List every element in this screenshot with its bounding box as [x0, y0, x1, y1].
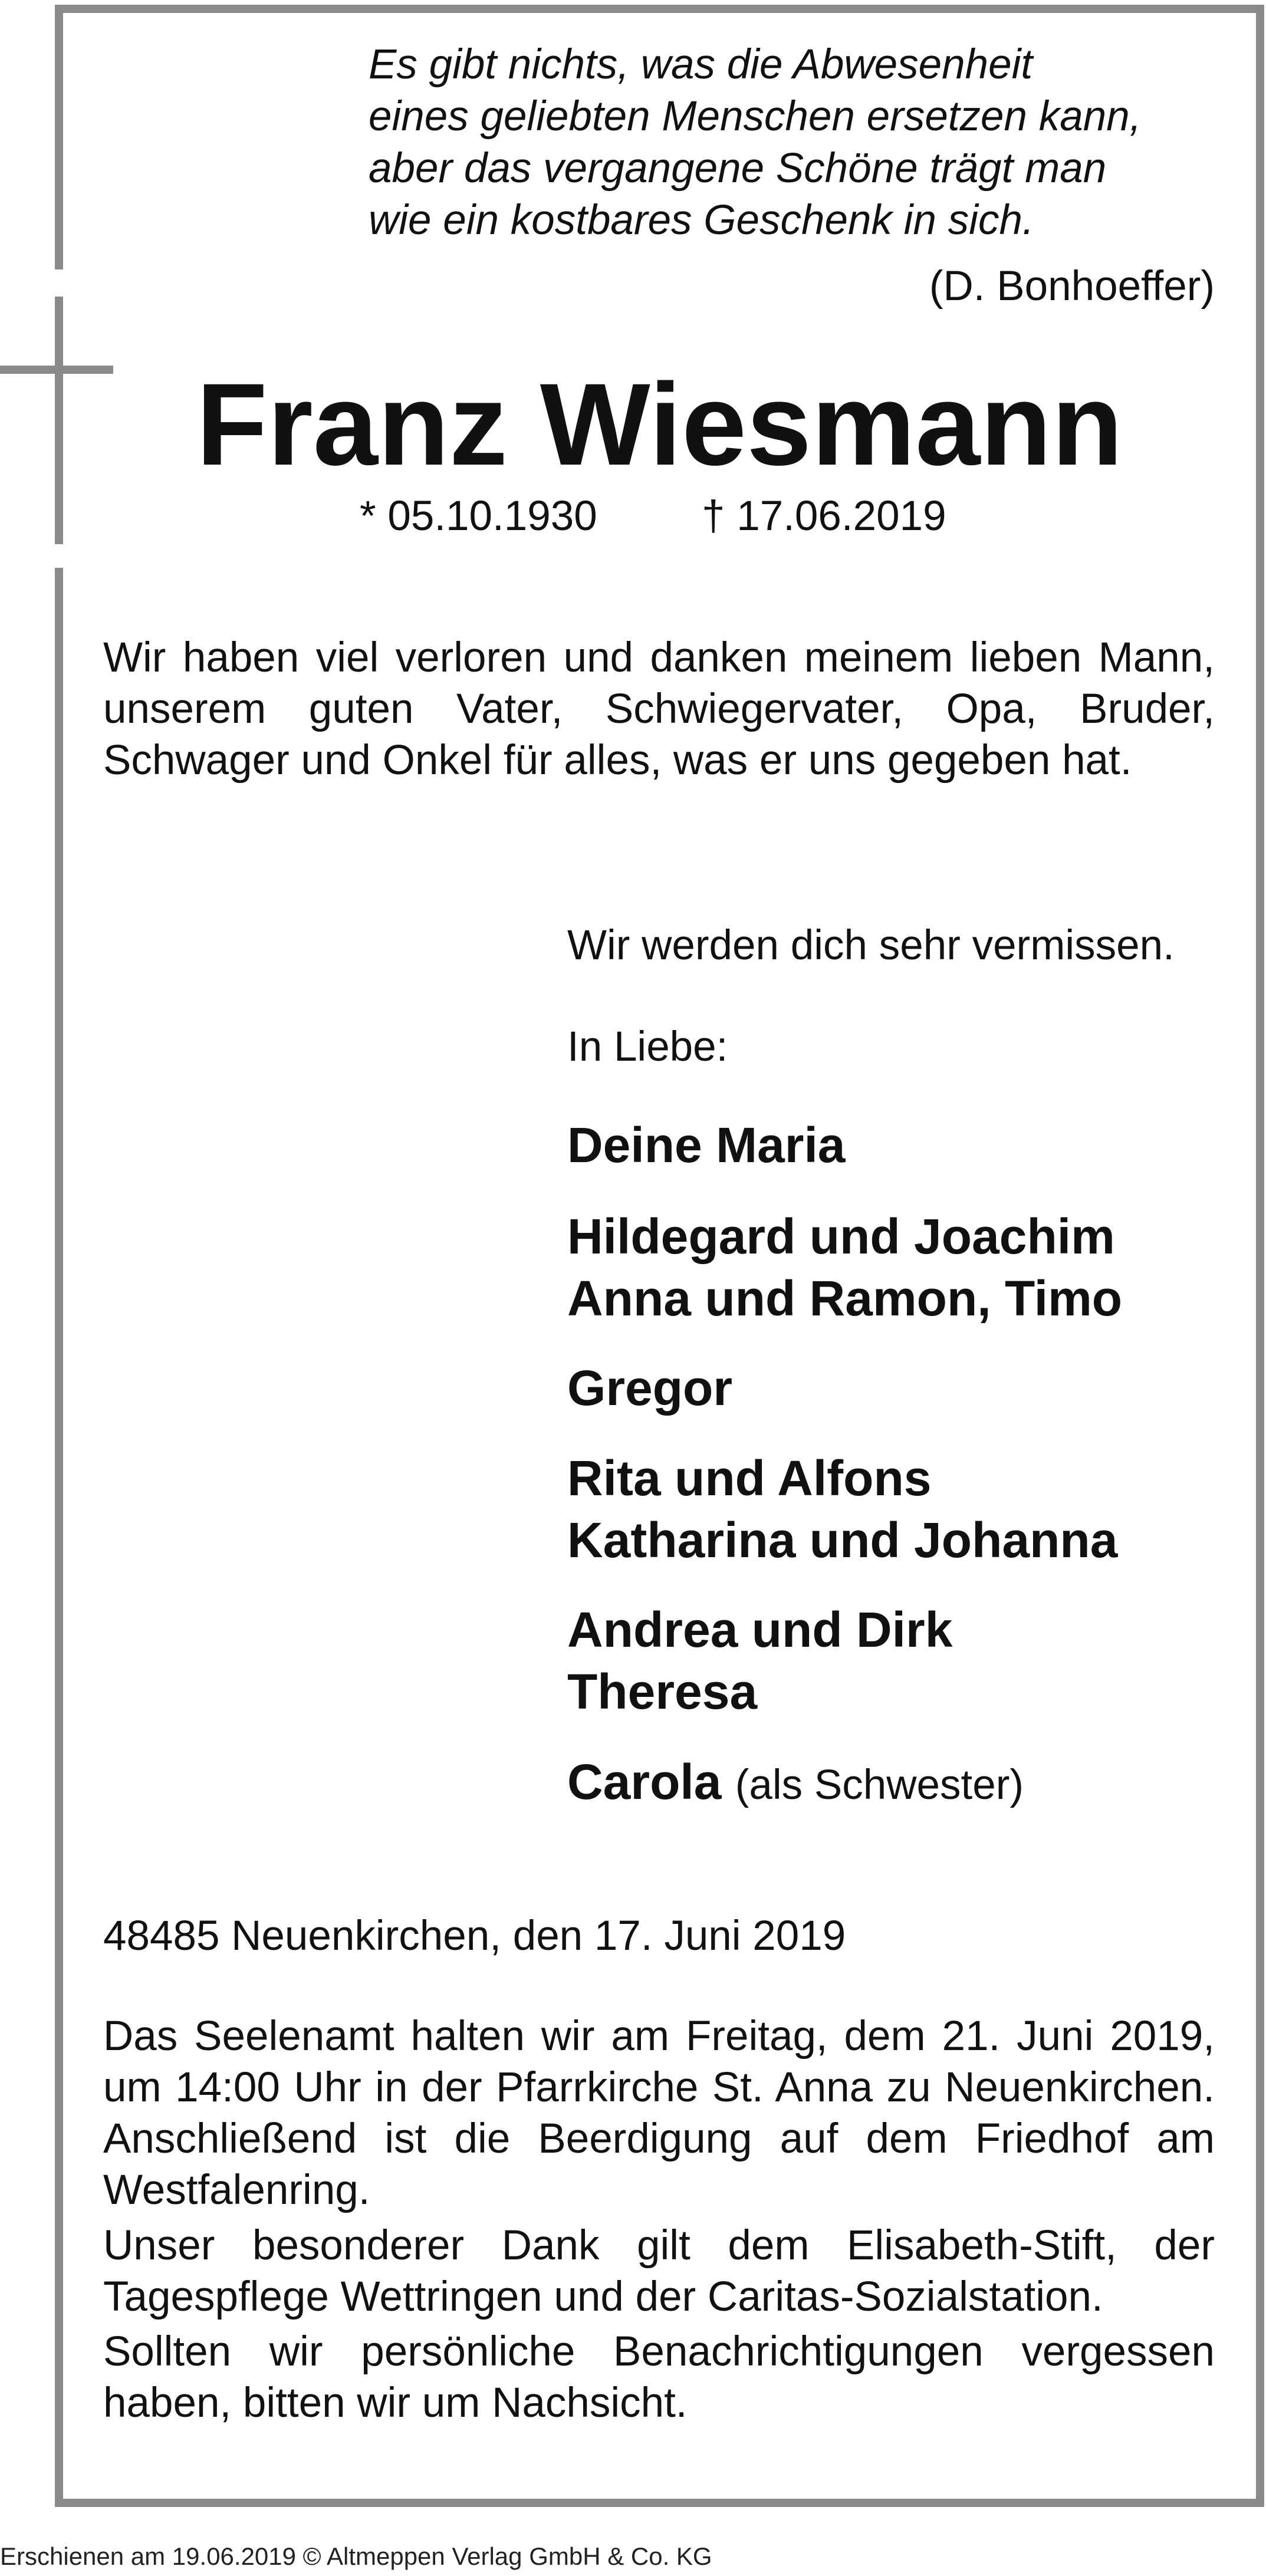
mourner-anna: Anna und Ramon, Timo — [567, 1271, 1123, 1326]
quote-line: aber das vergangene Schöne trägt man — [369, 145, 1107, 192]
place-date: 48485 Neuenkirchen, den 17. Juni 2019 — [103, 1913, 846, 1959]
miss-text: Wir werden dich sehr vermissen. — [567, 922, 1175, 969]
publication-footer: Erschienen am 19.06.2019 © Altmeppen Verlag GmbH & Co. KG — [0, 2542, 712, 2570]
death-date: † 17.06.2019 — [702, 493, 946, 539]
mourner-hildegard: Hildegard und Joachim — [567, 1209, 1115, 1264]
quote-author: (D. Bonhoeffer) — [929, 263, 1215, 310]
quote-line: eines geliebten Menschen ersetzen kann, — [369, 93, 1142, 140]
quote-line: wie ein kostbares Geschenk in sich. — [369, 197, 1034, 244]
notice-paragraph: Sollten wir persönliche Benachrichtigungen vergessen haben, bitten wir um Nachsicht. — [103, 2328, 1215, 2426]
thanks-paragraph: Unser besonderer Dank gilt dem Elisabeth-Stift, der Tagespflege Wettringen und der Caritas-Sozialstation. — [103, 2222, 1215, 2320]
cross-vertical — [55, 297, 63, 544]
mourner-katharina: Katharina und Johanna — [567, 1512, 1118, 1568]
love-text: In Liebe: — [567, 1024, 728, 1070]
mourner-maria: Deine Maria — [567, 1117, 846, 1173]
mourner-rita: Rita und Alfons — [567, 1450, 932, 1506]
service-paragraph: Das Seelenamt halten wir am Freitag, dem 21. Juni 2019, um 14:00 Uhr in der Pfarrkirche St. Anna zu Neuenkirchen. Anschließend ist die Beerdigung auf dem Friedhof am Westfalenring. — [103, 2013, 1215, 2213]
birth-date: * 05.10.1930 — [360, 493, 597, 539]
mourner-gregor: Gregor — [567, 1360, 733, 1416]
mourner-theresa: Theresa — [567, 1664, 758, 1719]
frame-bottom-border — [55, 2499, 1264, 2507]
mourner-andrea: Andrea und Dirk — [567, 1602, 953, 1657]
intro-text: Wir haben viel verloren und danken meinem lieben Mann, unserem guten Vater, Schwiegervater, Opa, Bruder, Schwager und Onkel für alles, was er uns gegeben hat. — [103, 634, 1215, 784]
mourner-carola — [567, 1751, 1024, 1816]
quote — [369, 39, 1224, 246]
quote-line: Es gibt nichts, was die Abwesenheit — [369, 41, 1033, 88]
frame-left-border-bottom — [55, 568, 63, 2507]
mourner-carola-name: Carola — [567, 1754, 722, 1810]
frame-left-border-top — [55, 5, 63, 269]
frame-right-border — [1256, 5, 1264, 2507]
deceased-name: Franz Wiesmann — [196, 359, 1123, 489]
frame-top-border — [55, 5, 1264, 13]
mourner-carola-note: (als Schwester) — [735, 1762, 1024, 1808]
